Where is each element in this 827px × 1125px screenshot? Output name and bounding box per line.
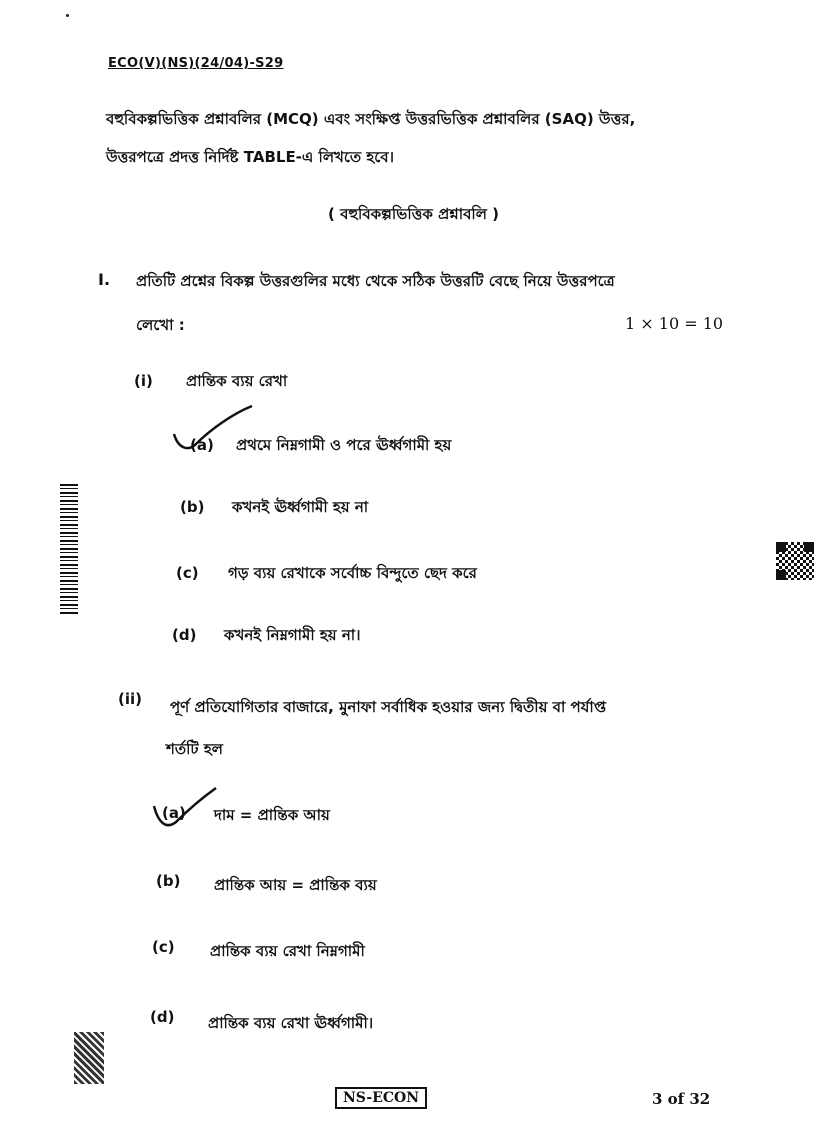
question-instruction-line-2: লেখো : <box>136 316 185 334</box>
q1-option-b-label: (b) <box>180 498 205 516</box>
scan-dot <box>66 14 69 17</box>
paper-code: ECO(V)(NS)(24/04)-S29 <box>108 56 284 71</box>
scan-stamp <box>74 1032 104 1084</box>
q2-option-c-label: (c) <box>152 938 175 956</box>
q2-option-b-text: প্রান্তিক আয় = প্রান্তিক ব্যয় <box>214 876 377 894</box>
q1-option-b-text: কখনই ঊর্ধ্বগামী হয় না <box>232 498 369 516</box>
page-number: 3 of 32 <box>652 1090 711 1108</box>
q1-text: প্রান্তিক ব্যয় রেখা <box>186 372 288 390</box>
check-mark-icon <box>150 786 220 832</box>
subject-code-box: NS-ECON <box>335 1087 427 1109</box>
q2-option-c-text: প্রান্তিক ব্যয় রেখা নিম্নগামী <box>210 942 365 960</box>
q2-option-d-text: প্রান্তিক ব্যয় রেখা ঊর্ধ্বগামী। <box>208 1014 374 1032</box>
q1-option-a-text: প্রথমে নিম্নগামী ও পরে ঊর্ধ্বগামী হয় <box>236 436 452 454</box>
q2-option-a-text: দাম = প্রান্তিক আয় <box>214 806 330 824</box>
barcode-icon <box>60 484 78 616</box>
q2-text-line-1: পূর্ণ প্রতিযোগিতার বাজারে, মুনাফা সর্বাধিক হওয়ার জন্য দ্বিতীয় বা পর্যাপ্ত <box>170 698 607 716</box>
q1-option-d-text: কখনই নিম্নগামী হয় না। <box>224 626 361 644</box>
check-mark-icon <box>170 404 260 456</box>
instruction-line-1: বহুবিকল্পভিত্তিক প্রশ্নাবলির (MCQ) এবং সংক্ষিপ্ত উত্তরভিত্তিক প্রশ্নাবলির (SAQ) উত্তর, <box>106 110 636 128</box>
q2-label: (ii) <box>118 690 142 708</box>
q1-option-d-label: (d) <box>172 626 197 644</box>
q1-option-c-text: গড় ব্যয় রেখাকে সর্বোচ্চ বিন্দুতে ছেদ করে <box>228 564 477 582</box>
q2-option-a-label: (a) <box>162 804 186 822</box>
instruction-line-2: উত্তরপত্রে প্রদত্ত নির্দিষ্ট TABLE-এ লিখতে হবে। <box>106 148 394 166</box>
qr-code-icon <box>776 542 814 580</box>
q2-option-d-label: (d) <box>150 1008 175 1026</box>
question-number: I. <box>98 270 111 289</box>
q1-option-c-label: (c) <box>176 564 199 582</box>
section-heading: ( বহুবিকল্পভিত্তিক প্রশ্নাবলি ) <box>328 205 499 223</box>
q1-option-a-label: (a) <box>190 436 214 454</box>
q1-label: (i) <box>134 372 153 390</box>
q2-text-line-2: শর্তটি হল <box>166 740 223 758</box>
marks-allocation: 1 × 10 = 10 <box>625 314 724 333</box>
question-instruction-line-1: প্রতিটি প্রশ্নের বিকল্প উত্তরগুলির মধ্যে থেকে সঠিক উত্তরটি বেছে নিয়ে উত্তরপত্রে <box>136 272 615 290</box>
q2-option-b-label: (b) <box>156 872 181 890</box>
